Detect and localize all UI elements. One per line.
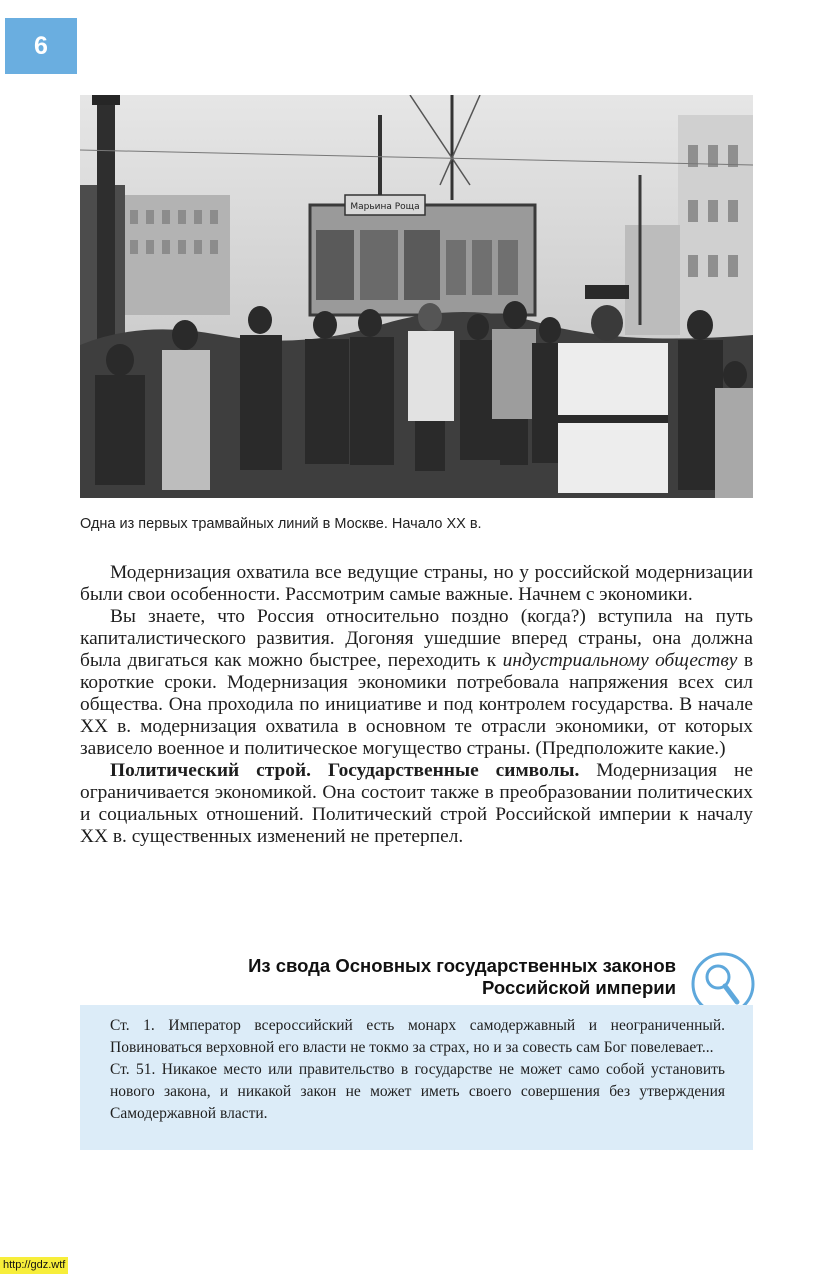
photo-caption: Одна из первых трамвайных линий в Москве. Начало XX в. xyxy=(80,516,482,532)
source-excerpt-box xyxy=(80,1005,753,1150)
paragraph xyxy=(80,760,753,848)
page-number-badge xyxy=(5,18,77,74)
emphasized-term: индустриальному обществу xyxy=(502,650,738,671)
section-heading: Политический строй. Государственные символы. xyxy=(110,760,580,781)
watermark-link[interactable]: http://gdz.wtf xyxy=(0,1257,68,1274)
source-title-line: Из свода Основных государственных законов xyxy=(248,955,676,976)
paragraph-text: в короткие сроки. Модернизация экономики потребовала напряжения всех сил общества. Она проходила по инициативе и под контролем государства. В начале XX в. модернизация охватила в основном те отрасли экономики, от которых зависело военное и политическое могущество страны. (Предположите какие.) xyxy=(80,650,753,759)
paragraph xyxy=(80,606,753,760)
source-title-line: Российской империи xyxy=(482,977,676,998)
page-number: 6 xyxy=(34,31,48,60)
paragraph-text: Модернизация не ограничивается экономикой. Она состоит также в преобразовании политических и социальных отношений. Политический строй Российской империи к началу XX в. существенных изменений не претерпел. xyxy=(80,760,753,847)
law-article-1: Ст. 1. Император всероссийский есть монарх самодержавный и неограниченный. Повиноваться верховной его власти не токмо за страх, но и за совесть сам Бог повелевает... xyxy=(110,1017,725,1056)
tram-destination-sign: Марьина Роща xyxy=(350,202,420,212)
paragraph: Модернизация охватила все ведущие страны, но у российской модернизации были свои особенности. Рассмотрим самые важные. Начнем с экономики. xyxy=(80,562,753,605)
tram-photo-illustration xyxy=(80,95,753,498)
source-title xyxy=(120,955,676,999)
paragraph-text: Вы знаете, что Россия относительно поздно (когда?) вступила на путь капиталистического развития. Догоняя ушедшие вперед страны, она должна была двигаться как можно быстрее, переходить к xyxy=(80,606,753,671)
historical-photo xyxy=(80,95,753,498)
law-article-51: Ст. 51. Никакое место или правительство в государстве не может само собой установить нового закона, и никакой закон не может иметь своего совершения без утверждения Самодержавной власти. xyxy=(110,1061,725,1122)
main-text xyxy=(80,562,753,848)
